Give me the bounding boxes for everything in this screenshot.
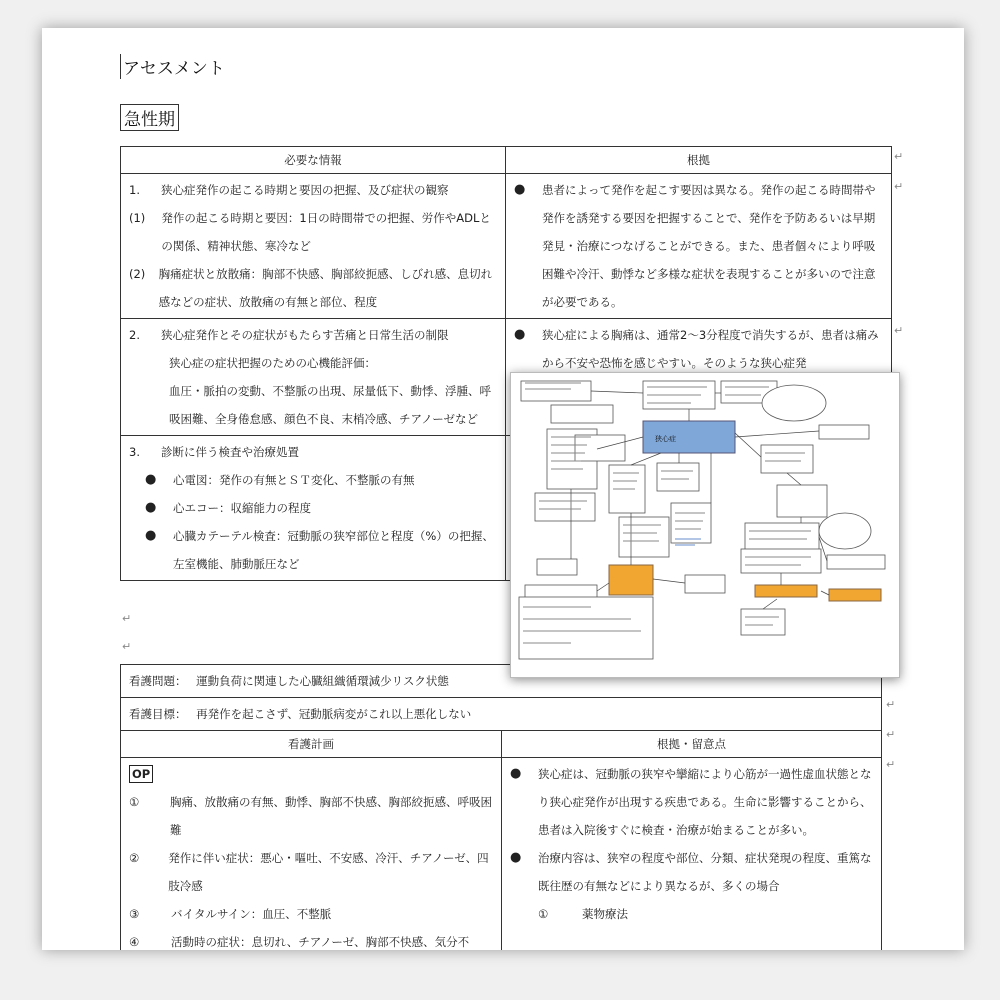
rationale-cell-1 — [506, 174, 892, 319]
info-cell-2: 2. 狭心症発作とその症状がもたらす苦痛と日常生活の制限 狭心症の症状把握のための心機能評価： 血圧・脈拍の変動、不整脈の出現、尿量低下、動悸、浮腫、呼吸困難、全身倦怠感、顔色不良、末梢冷感、チアノーゼなど — [121, 319, 506, 436]
rationale-sub-item: 薬物療法 — [582, 907, 628, 921]
exam-item-catheter: 心臓カテーテル検査：冠動脈の狭窄部位と程度（%）の把握、左室機能、肺動脈圧など — [173, 529, 494, 571]
plan-item-2: 発作に伴い症状：悪心・嘔吐、不安感、冷汗、チアノーゼ、四肢冷感 — [168, 851, 489, 893]
nursing-plan-table — [120, 664, 882, 950]
flowchart-center-label: 狭心症 — [655, 435, 676, 443]
plan-item-1: 胸痛、放散痛の有無、動悸、胸部不快感、胸部絞扼感、呼吸困難 — [170, 795, 492, 837]
problem-text: 運動負荷に関連した心臓組織循環減少リスク状態 — [196, 674, 449, 688]
bullet-icon: ● — [514, 327, 526, 342]
header-nursing-plan: 看護計画 — [121, 731, 502, 758]
paragraph-mark: ↵ — [122, 640, 132, 653]
flowchart-diagram — [511, 373, 899, 677]
info-sub-2: 狭心症の症状把握のための心機能評価： — [169, 356, 376, 370]
bullet-icon: ● — [514, 182, 526, 197]
rationale-text-1: 患者によって発作を起こす要因は異なる。発作の起こる時間帯や発作を誘発する要因を把握することで、発作を予防あるいは早期発見・治療につなげることができる。また、患者個々により呼吸困難や冷汗、動悸など多様な症状を表現することが多いので注意が必要である。 — [542, 183, 876, 309]
plan-cell: OP ① 胸痛、放散痛の有無、動悸、胸部不快感、胸部絞扼感、呼吸困難 ② 発作に伴い症状：悪心・嘔吐、不安感、冷汗、チアノーゼ、四肢冷感 ③ バイタルサイン：血圧、不整脈 ④ 活動時の症状：息切れ、チアノーゼ、胸部不快感、気分不 — [121, 758, 502, 951]
paragraph-mark: ↵ — [894, 324, 904, 337]
paragraph-mark: ↵ — [886, 728, 896, 741]
goal-text: 再発作を起こさず、冠動脈病変がこれ以上悪化しない — [196, 707, 472, 721]
info-cell-1: 1. 狭心症発作の起こる時期と要因の把握、及び症状の観察 (1) 発作の起こる時期と要因：1日の時間帯での把握、労作やADLとの関係、精神状態、寒冷など (2) 胸痛症状と放散痛：胸部不快感、胸部絞扼感、しびれ感、息切れ感などの症状、放散痛の有無と部位、程度 — [121, 174, 506, 319]
paragraph-mark: ↵ — [894, 150, 904, 163]
plan-item-3: バイタルサイン：血圧、不整脈 — [171, 907, 332, 921]
info-heading-2: 狭心症発作とその症状がもたらす苦痛と日常生活の制限 — [161, 328, 449, 342]
document-page — [42, 28, 964, 950]
nursing-goal-row — [121, 698, 882, 731]
paragraph-mark: ↵ — [122, 612, 132, 625]
paragraph-mark: ↵ — [886, 758, 896, 771]
rationale-note-1: 狭心症は、冠動脈の狭窄や攣縮により心筋が一過性虚血状態となり狭心症発作が出現する疾患である。生命に影響することから、患者は入院後すぐに検査・治療が始まることが多い。 — [538, 767, 872, 837]
header-required-info: 必要な情報 — [121, 147, 506, 174]
problem-label: 看護問題： — [129, 674, 187, 688]
rationale-text-2: 狭心症による胸痛は、通常2～3分程度で消失するが、患者は痛みから不安や恐怖を感じやすい。そのような狭心症発 — [542, 328, 879, 370]
info-heading-1: 狭心症発作の起こる時期と要因の把握、及び症状の観察 — [161, 183, 449, 197]
header-rationale: 根拠 — [506, 147, 892, 174]
paragraph-mark: ↵ — [894, 180, 904, 193]
rationale-note-2: 治療内容は、狭窄の程度や部位、分類、症状発現の程度、重篤な既往歴の有無などにより異なるが、多くの場合 — [538, 851, 872, 893]
info-item-1-1: 発作の起こる時期と要因：1日の時間帯での把握、労作やADLとの関係、精神状態、寒冷など — [161, 211, 491, 253]
rationale-notes-cell: ● 狭心症は、冠動脈の狭窄や攣縮により心筋が一過性虚血状態となり狭心症発作が出現する疾患である。生命に影響することから、患者は入院後すぐに検査・治療が始まることが多い。 ● 治療内容は、狭窄の程度や部位、分類、症状発現の程度、重篤な既往歴の有無などにより異なるが、多くの場合 ① 薬物療法 — [502, 758, 882, 951]
document-title: アセスメント — [120, 54, 225, 79]
info-item-1-2: 胸痛症状と放散痛：胸部不快感、胸部絞扼感、しびれ感、息切れ感などの症状、放散痛の有無と部位、程度 — [158, 267, 493, 309]
header-rationale-notes: 根拠・留意点 — [502, 731, 882, 758]
goal-label: 看護目標： — [129, 707, 187, 721]
info-cell-3: 3. 診断に伴う検査や治療処置 ● 心電図：発作の有無とＳＴ変化、不整脈の有無 ● 心エコー：収縮能力の程度 ● 心臓カテーテル検査：冠動脈の狭窄部位と程度（%）の把握、左室機能、肺動脈圧など — [121, 436, 506, 581]
paragraph-mark: ↵ — [886, 698, 896, 711]
exam-item-ecg: 心電図：発作の有無とＳＴ変化、不整脈の有無 — [173, 473, 415, 487]
info-heading-3: 診断に伴う検査や治療処置 — [161, 445, 299, 459]
info-body-2: 血圧・脈拍の変動、不整脈の出現、尿量低下、動悸、浮腫、呼吸困難、全身倦怠感、顔色不良、末梢冷感、チアノーゼなど — [169, 384, 491, 426]
op-label: OP — [129, 765, 153, 783]
plan-item-4: 活動時の症状：息切れ、チアノーゼ、胸部不快感、気分不 — [171, 935, 470, 949]
stage-heading: 急性期 — [120, 104, 179, 131]
exam-item-echo: 心エコー：収縮能力の程度 — [173, 501, 311, 515]
flowchart-image — [510, 372, 900, 678]
